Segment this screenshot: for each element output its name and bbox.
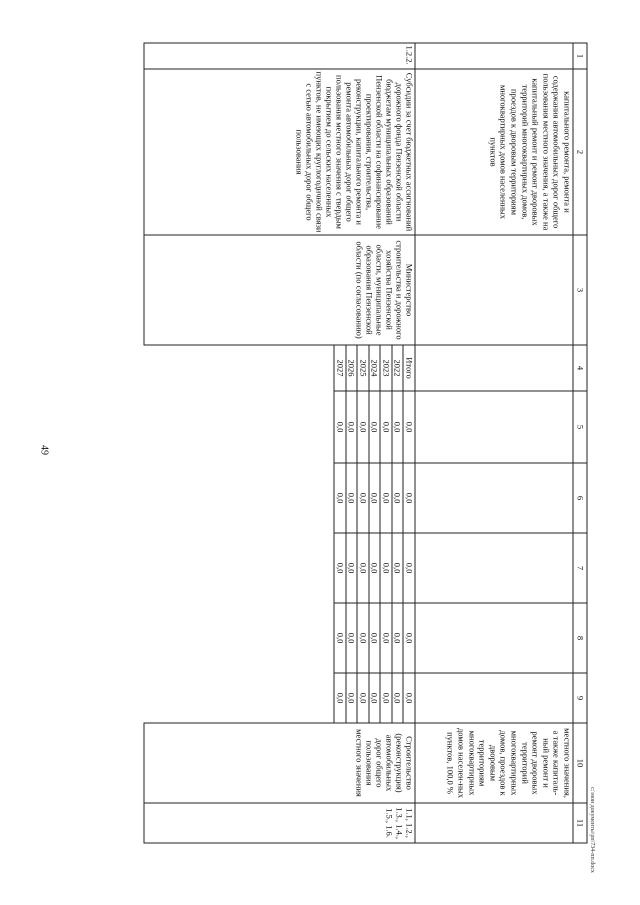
- row-result: Строительство (реконструкция) автомобильных дорог общего пользования местного значения: [144, 723, 415, 803]
- value-cell: 0,0: [334, 673, 346, 723]
- value-cell: 0,0: [334, 463, 346, 533]
- value-cell: 0,0: [346, 391, 358, 463]
- row-description: Субсидии за счет бюджетных ассигнований дорожного фонда Пензенской области бюджетам муниципальных образований Пензенской области на софинансирование проектирования, строительства, реконструкции, капитального ремонта и ремонта автомобильных дорог общего пользования местного значения с твердым покрытием до сельских населенных пунктов, не имеющих круглогодичной связи с сетью автомобильных дорог общего пользования: [144, 69, 415, 235]
- value-cell: 0,0: [392, 533, 404, 603]
- rotated-table-wrapper: [80, 42, 587, 842]
- col-header-7: 7: [573, 533, 587, 603]
- value-cell: 0,0: [346, 533, 358, 603]
- value-cell: 0,0: [380, 603, 392, 673]
- value-cell: 0,0: [403, 673, 415, 723]
- cont-empty-cell: [415, 803, 573, 843]
- col-header-8: 8: [573, 603, 587, 673]
- cont-empty-cell: [415, 533, 573, 603]
- col-header-2: 2: [573, 69, 587, 235]
- value-cell: 0,0: [392, 603, 404, 673]
- value-cell: 0,0: [357, 673, 369, 723]
- value-cell: 0,0: [369, 391, 381, 463]
- cont-empty-cell: [415, 673, 573, 723]
- col-header-4: 4: [573, 345, 587, 391]
- year-label: 2024: [369, 345, 381, 391]
- cont-empty-cell: [415, 463, 573, 533]
- col-header-3: 3: [573, 235, 587, 345]
- col-header-9: 9: [573, 673, 587, 723]
- value-cell: 0,0: [369, 673, 381, 723]
- cont-result-cell: местного значения, а также капиталь-ный ремонт и ремонт дворовых территорий многоквартирных домов, проездов к дворовым территориям многоквартирных домов населен-ных пунктов, 100,0 %: [415, 723, 573, 803]
- value-cell: 0,0: [369, 533, 381, 603]
- empty-area: [144, 345, 334, 723]
- value-cell: 0,0: [380, 463, 392, 533]
- value-cell: 0,0: [380, 673, 392, 723]
- value-cell: 0,0: [346, 463, 358, 533]
- value-cell: 0,0: [369, 603, 381, 673]
- table-row: [403, 43, 415, 843]
- value-cell: 0,0: [380, 533, 392, 603]
- value-cell: 0,0: [346, 673, 358, 723]
- document-sheet: [80, 42, 587, 842]
- value-cell: 0,0: [357, 533, 369, 603]
- program-table: [144, 42, 588, 843]
- value-cell: 0,0: [392, 673, 404, 723]
- col-header-11: 11: [573, 803, 587, 843]
- value-cell: 0,0: [334, 533, 346, 603]
- value-cell: 0,0: [346, 603, 358, 673]
- value-cell: 0,0: [369, 463, 381, 533]
- col-header-5: 5: [573, 391, 587, 463]
- cont-num-cell: [415, 43, 573, 69]
- value-cell: 0,0: [357, 603, 369, 673]
- value-cell: 0,0: [334, 603, 346, 673]
- value-cell: 0,0: [403, 603, 415, 673]
- row-indicators: 1.1, 1.2., 1.3., 1.4., 1.5., 1.6.: [144, 803, 415, 843]
- col-header-1: 1: [573, 43, 587, 69]
- value-cell: 0,0: [403, 463, 415, 533]
- value-cell: 0,0: [392, 391, 404, 463]
- cont-empty-cell: [415, 391, 573, 463]
- year-label: 2023: [380, 345, 392, 391]
- col-header-6: 6: [573, 463, 587, 533]
- continuation-row: [415, 43, 573, 843]
- value-cell: 0,0: [403, 533, 415, 603]
- value-cell: 0,0: [403, 391, 415, 463]
- cont-description-cell: капитального ремонта, ремонта и содержания автомобильных дорог общего пользования местного значения, а также на капитальный ремонт и ремонт дворовых территорий многоквартирных домов, проездов к дворовым территориям многоквартирных домов населенных пунктов: [415, 69, 573, 235]
- cont-empty-cell: [415, 235, 573, 345]
- row-executor: Министерство строительства и дорожного хозяйства Пензенской области, муниципальные образования Пензенской области (по согласованию): [144, 235, 415, 345]
- cont-empty-cell: [415, 345, 573, 391]
- year-label: 2027: [334, 345, 346, 391]
- row-number: 1.2.2.: [144, 43, 415, 69]
- value-cell: 0,0: [392, 463, 404, 533]
- value-cell: 0,0: [357, 463, 369, 533]
- year-label: 2026: [346, 345, 358, 391]
- sub-label: Итого: [403, 345, 415, 391]
- value-cell: 0,0: [357, 391, 369, 463]
- value-cell: 0,0: [334, 391, 346, 463]
- value-cell: 0,0: [380, 391, 392, 463]
- year-label: 2022: [392, 345, 404, 391]
- file-path-footer: c:\мои документы\рп\734-пп.docx: [589, 787, 595, 873]
- page-number: 49: [38, 445, 50, 455]
- cont-empty-cell: [415, 603, 573, 673]
- col-header-10: 10: [573, 723, 587, 803]
- column-number-row: [573, 43, 587, 843]
- year-label: 2025: [357, 345, 369, 391]
